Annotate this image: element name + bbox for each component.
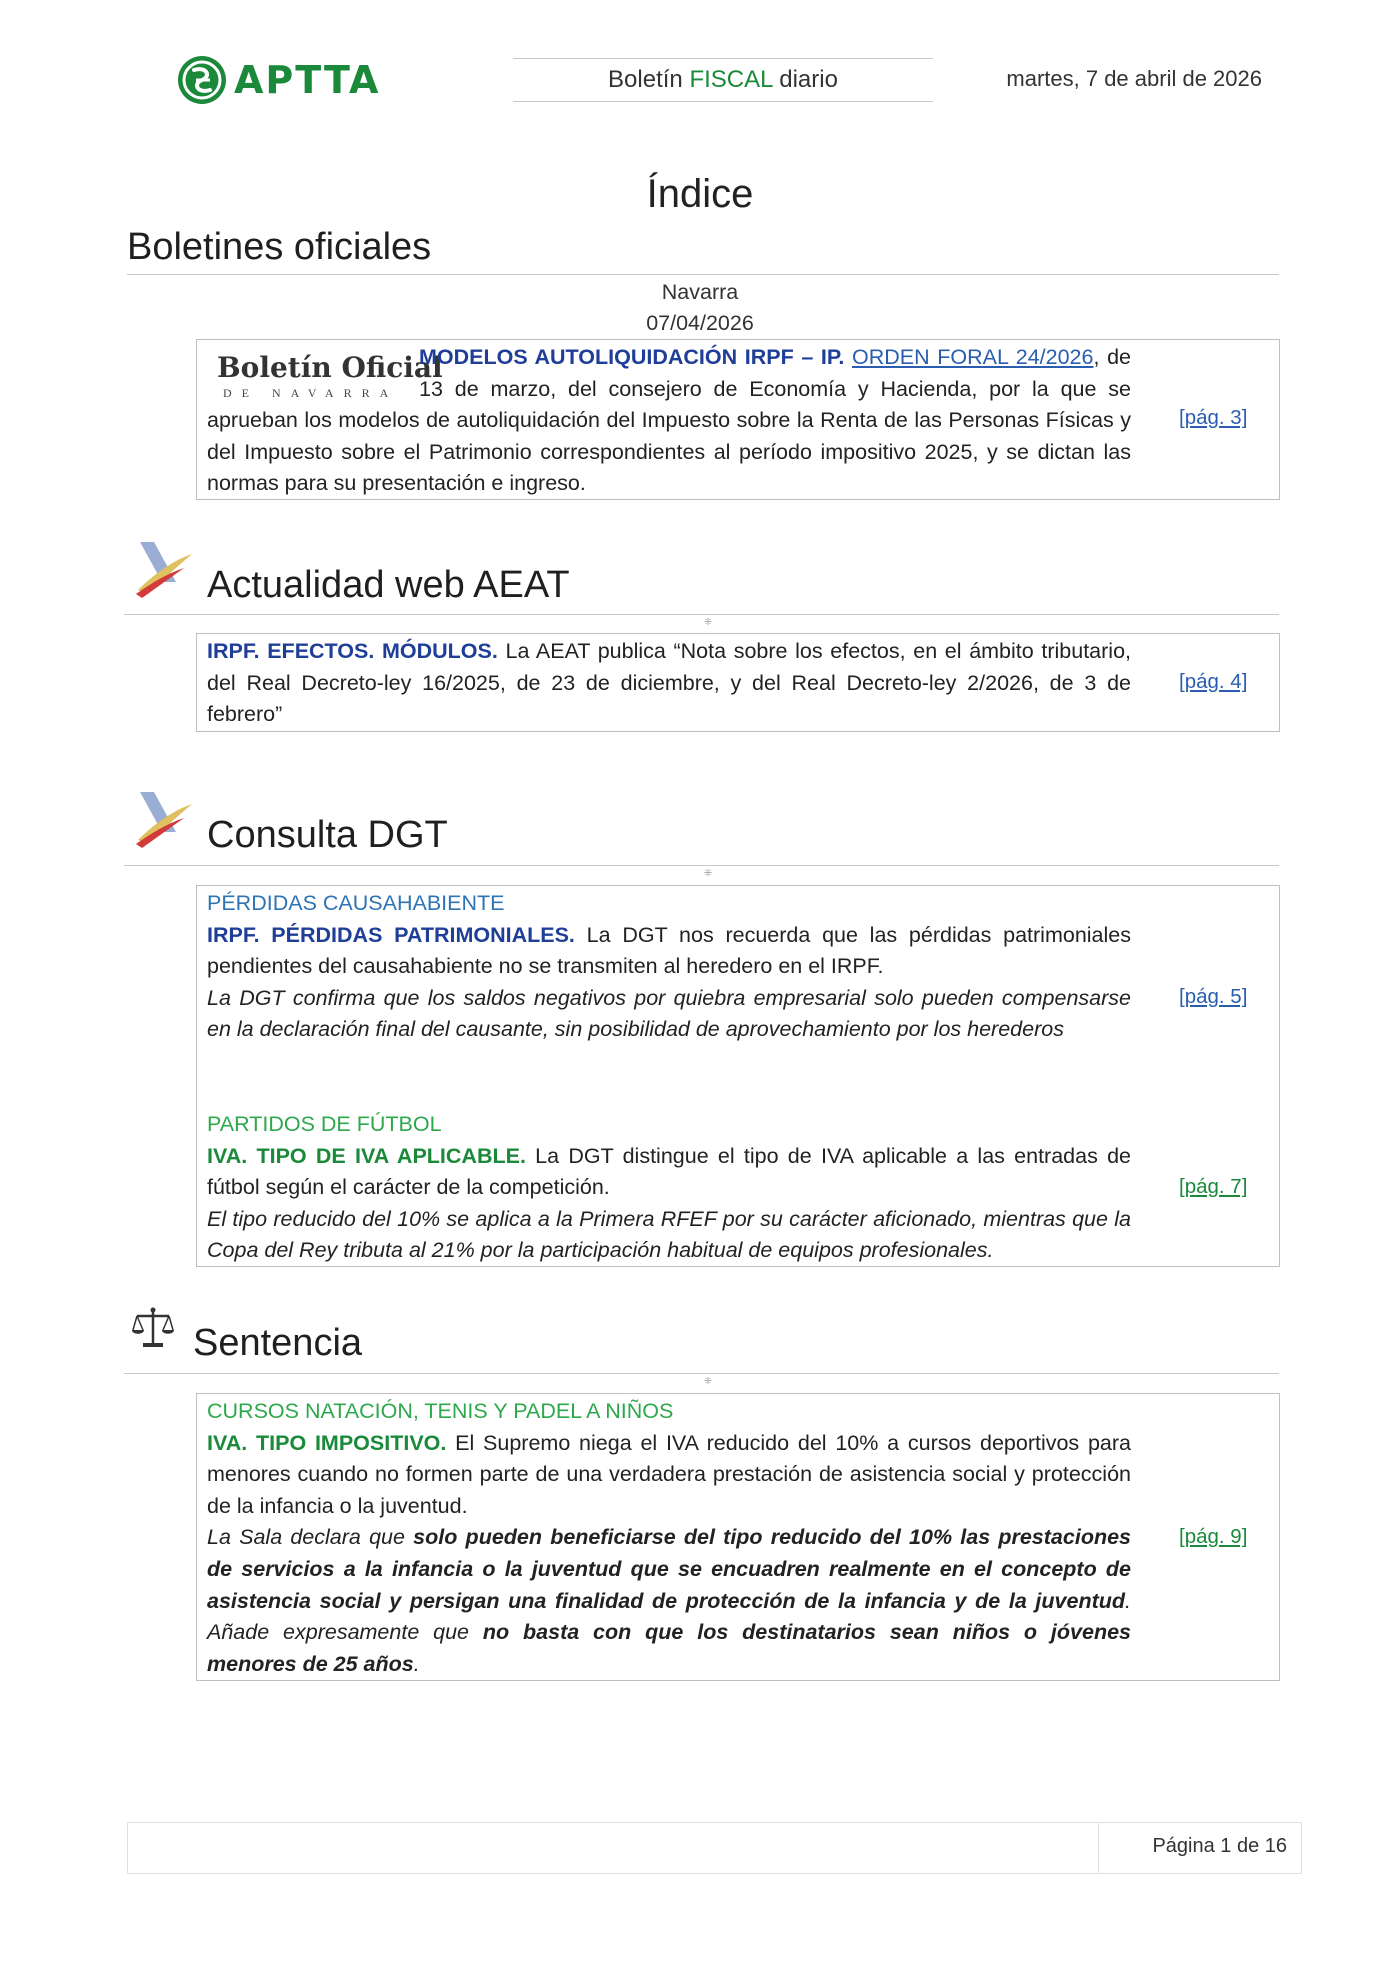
page-ref-link[interactable]: [pág. 7] [1179, 1175, 1248, 1198]
page-ref-link[interactable]: [pág. 9] [1179, 1525, 1248, 1548]
entry-category: PÉRDIDAS CAUSAHABIENTE [207, 891, 505, 915]
scales-of-justice-icon [132, 1306, 174, 1350]
entry-italic-a: La Sala declara que [207, 1525, 414, 1550]
page-ref-link[interactable]: [pág. 4] [1179, 670, 1248, 693]
bon-logo-line1: Boletín Oficial [217, 351, 443, 384]
section-rule [127, 274, 1279, 275]
section-title-aeat: Actualidad web AEAT [207, 564, 570, 606]
entry-bold-b: no basta con que los destinatarios sean niños o jóvenes menores de 25 años [207, 1620, 1131, 1676]
page-footer [127, 1822, 1302, 1874]
entry-body: El Supremo niega el IVA reducido del 10% a cursos deportivos para menores cuando no formen parte de una verdadera prestación de asistencia social y protección de la infancia o la juventud. [207, 1430, 1131, 1518]
section-title-sentencia: Sentencia [193, 1322, 363, 1364]
orden-foral-link[interactable]: ORDEN FORAL 24/2026 [852, 345, 1094, 369]
page-ref-link[interactable]: [pág. 5] [1179, 985, 1248, 1008]
entry-text [207, 342, 1131, 500]
entry-dgt-box [196, 885, 1280, 1267]
bulletin-accent: FISCAL [689, 66, 773, 93]
entry-category: CURSOS NATACIÓN, TENIS Y PADEL A NIÑOS [207, 1399, 674, 1423]
entry-keyword: MODELOS AUTOLIQUIDACIÓN IRPF – IP. [419, 345, 845, 369]
section-rule [124, 614, 1279, 615]
move-anchor-icon[interactable]: ⁜ [703, 1376, 713, 1387]
entry-body: La DGT distingue el tipo de IVA aplicable a las entradas de fútbol según el carácter de la competición. [207, 1143, 1131, 1200]
entry-keyword: IRPF. EFECTOS. MÓDULOS. [207, 639, 498, 663]
page-number: Página 1 de 16 [1152, 1835, 1287, 1857]
entry-bold-a: solo pueden beneficiarse del tipo reducido del 10% las prestaciones de servicios a la infancia o la juventud que se encuadren realmente en el concepto de asistencia social y persigan una finalidad de protección de la infancia y de la juventud [207, 1525, 1131, 1613]
entry-sentencia-box [196, 1393, 1280, 1681]
entry-keyword: IRPF. PÉRDIDAS PATRIMONIALES. [207, 922, 575, 947]
bulletin-title [513, 58, 933, 102]
header-date: martes, 7 de abril de 2026 [1006, 66, 1262, 91]
logo-text: APTTA [234, 58, 381, 102]
aeat-logo-icon [132, 788, 194, 850]
entry-category: PARTIDOS DE FÚTBOL [207, 1112, 442, 1136]
aptta-emblem-icon [176, 54, 228, 106]
bulletin-suffix: diario [772, 66, 838, 93]
entry-text [207, 636, 1131, 731]
footer-divider [1098, 1823, 1099, 1873]
entry-italic-c: . [413, 1651, 420, 1676]
entry-boletin-navarra [196, 339, 1280, 500]
sentencia-entry [207, 1396, 1131, 1680]
entry-italic-b: . Añade expresamente que [207, 1588, 1131, 1645]
entry-keyword: IVA. TIPO DE IVA APLICABLE. [207, 1143, 526, 1168]
section-rule [124, 1373, 1279, 1374]
entry-summary: La DGT confirma que los saldos negativos por quiebra empresarial solo pueden compensarse en la declaración final del causante, sin posibilidad de aprovechamiento por los herederos [207, 985, 1131, 1042]
entry-body: de 13 de marzo, del consejero de Economía y Hacienda, por la que se aprueban los modelos de autoliquidación del Impuesto sobre la Renta de las Personas Físicas y del Impuesto sobre el Patrimonio correspondientes al período impositivo 2025, y se dictan las normas para su presentación e ingreso. [207, 345, 1131, 496]
entry-body: La DGT nos recuerda que las pérdidas patrimoniales pendientes del causahabiente no se transmiten al heredero en el IRPF. [207, 922, 1131, 979]
page-ref-link[interactable]: [pág. 3] [1179, 406, 1248, 429]
move-anchor-icon[interactable]: ⁜ [703, 868, 713, 879]
entry-summary: El tipo reducido del 10% se aplica a la Primera RFEF por su carácter aficionado, mientras que la Copa del Rey tributa al 21% por la participación habitual de equipos profesionales. [207, 1206, 1131, 1263]
aptta-logo [176, 52, 391, 108]
entry-link-comma: , [1093, 345, 1100, 369]
dgt-entry-perdidas [207, 888, 1131, 1046]
entry-keyword: IVA. TIPO IMPOSITIVO. [207, 1430, 447, 1455]
region-label: Navarra [661, 280, 739, 304]
bulletin-prefix: Boletín [608, 66, 690, 93]
entry-aeat-modulos [196, 633, 1280, 732]
entry-body: La AEAT publica “Nota sobre los efectos, en el ámbito tributario, del Real Decreto-ley 16/2025, de 23 de diciembre, y del Real Decreto-ley 2/2026, de 3 de febrero” [207, 639, 1132, 727]
section-title-boletines: Boletines oficiales [127, 226, 432, 268]
bon-logo-line2: DE NAVARRA [223, 386, 399, 400]
index-title: Índice [646, 172, 754, 216]
region-date: 07/04/2026 [646, 311, 754, 335]
move-anchor-icon[interactable]: ⁜ [703, 617, 713, 628]
dgt-entry-futbol [207, 1109, 1131, 1267]
section-title-dgt: Consulta DGT [207, 814, 448, 856]
section-rule [124, 865, 1279, 866]
aeat-logo-icon [132, 538, 194, 600]
